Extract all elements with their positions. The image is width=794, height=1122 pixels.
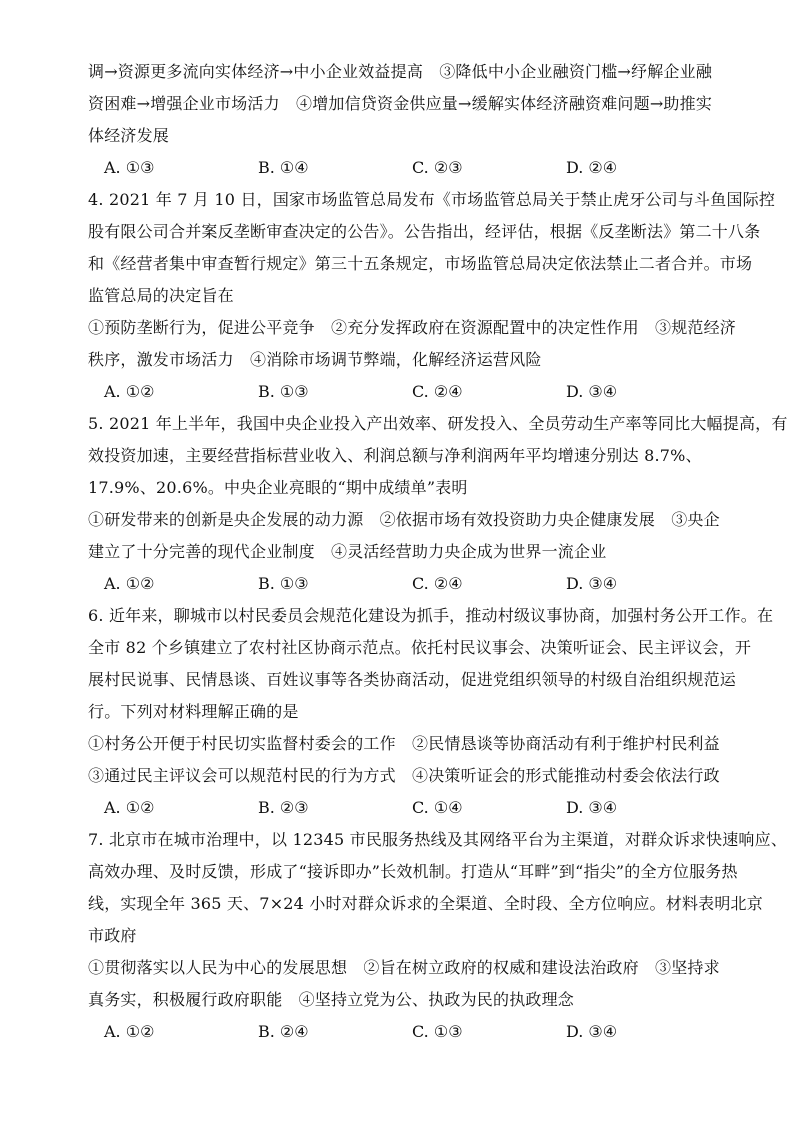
question-text-line: 和《经营者集中审查暂行规定》第三十五条规定，市场监管总局决定依法禁止二者合并。市场 xyxy=(88,254,753,273)
question-text-line: 市政府 xyxy=(88,926,137,945)
option-d: D. ③④ xyxy=(566,1022,618,1041)
option-a: A. ①② xyxy=(104,382,155,401)
option-b: B. ①④ xyxy=(258,158,309,177)
question-text-line: ①贯彻落实以人民为中心的发展思想 ②旨在树立政府的权威和建设法治政府 ③坚持求 xyxy=(88,958,720,977)
question-text-line: 资困难→增强企业市场活力 ④增加信贷资金供应量→缓解实体经济融资难问题→助推实 xyxy=(88,94,713,113)
question-text-line: 行。下列对材料理解正确的是 xyxy=(88,702,299,721)
option-b: B. ②④ xyxy=(258,1022,309,1041)
exam-page xyxy=(88,56,788,1048)
option-a: A. ①③ xyxy=(104,158,155,177)
question-text-line: 线，实现全年 365 天、7×24 小时对群众诉求的全渠道、全时段、全方位响应。材料表明北京 xyxy=(88,894,763,913)
option-d: D. ③④ xyxy=(566,574,618,593)
option-c: C. ①③ xyxy=(412,1022,463,1041)
question-text-line: 体经济发展 xyxy=(88,126,170,145)
question-text-line: 真务实，积极履行政府职能 ④坚持立党为公、执政为民的执政理念 xyxy=(88,990,575,1009)
question-text-line: 监管总局的决定旨在 xyxy=(88,286,234,305)
question-text-line: ①预防垄断行为，促进公平竞争 ②充分发挥政府在资源配置中的决定性作用 ③规范经济 xyxy=(88,318,737,337)
question-text-line: 股有限公司合并案反垄断审查决定的公告》。公告指出，经评估，根据《反垄断法》第二十八条 xyxy=(88,222,761,241)
option-a: A. ①② xyxy=(104,1022,155,1041)
question-6 xyxy=(88,600,774,824)
question-3-continued xyxy=(88,56,736,184)
answer-options xyxy=(88,792,736,824)
question-text-line: 秩序，激发市场活力 ④消除市场调节弊端，化解经济运营风险 xyxy=(88,350,542,369)
question-text-line: ①研发带来的创新是央企发展的动力源 ②依据市场有效投资助力央企健康发展 ③央企 xyxy=(88,510,720,529)
question-text-line: 调→资源更多流向实体经济→中小企业效益提高 ③降低中小企业融资门槛→纾解企业融 xyxy=(88,62,713,81)
question-text-line: ①村务公开便于村民切实监督村委会的工作 ②民情恳谈等协商活动有利于维护村民利益 xyxy=(88,734,720,753)
question-text-line: 效投资加速，主要经营指标营业收入、利润总额与净利润两年平均增速分别达 8.7%、 xyxy=(88,446,702,465)
question-text-line: 展村民说事、民情恳谈、百姓议事等各类协商活动，促进党组织领导的村级自治组织规范运 xyxy=(88,670,737,689)
question-text-line: 全市 82 个乡镇建立了农村社区协商示范点。依托村民议事会、决策听证会、民主评议会，开 xyxy=(88,638,752,657)
answer-options xyxy=(88,1016,736,1048)
question-text-line: 17.9%、20.6%。中央企业亮眼的“期中成绩单”表明 xyxy=(88,478,468,497)
answer-options xyxy=(88,376,736,408)
question-4 xyxy=(88,184,776,408)
option-c: C. ①④ xyxy=(412,798,463,817)
option-c: C. ②④ xyxy=(412,574,463,593)
option-c: C. ②④ xyxy=(412,382,463,401)
question-7 xyxy=(88,824,788,1048)
option-a: A. ①② xyxy=(104,574,155,593)
question-text-line: 6. 近年来，聊城市以村民委员会规范化建设为抓手，推动村级议事协商，加强村务公开工作。在 xyxy=(88,606,774,625)
option-b: B. ①③ xyxy=(258,382,309,401)
question-5 xyxy=(88,408,788,600)
question-text-line: 5. 2021 年上半年，我国中央企业投入产出效率、研发投入、全员劳动生产率等同比大幅提高，有 xyxy=(88,414,788,433)
question-text-line: 建立了十分完善的现代企业制度 ④灵活经营助力央企成为世界一流企业 xyxy=(88,542,607,561)
option-a: A. ①② xyxy=(104,798,155,817)
question-text-line: 4. 2021 年 7 月 10 日，国家市场监管总局发布《市场监管总局关于禁止虎牙公司与斗鱼国际控 xyxy=(88,190,776,209)
option-d: D. ③④ xyxy=(566,798,618,817)
question-text-line: 7. 北京市在城市治理中，以 12345 市民服务热线及其网络平台为主渠道，对群众诉求快速响应、 xyxy=(88,830,788,849)
answer-options xyxy=(88,152,736,184)
option-c: C. ②③ xyxy=(412,158,463,177)
answer-options xyxy=(88,568,736,600)
question-text-line: ③通过民主评议会可以规范村民的行为方式 ④决策听证会的形式能推动村委会依法行政 xyxy=(88,766,720,785)
option-b: B. ①③ xyxy=(258,574,309,593)
question-text-line: 高效办理、及时反馈，形成了“接诉即办”长效机制。打造从“耳畔”到“指尖”的全方位服务热 xyxy=(88,862,738,881)
option-d: D. ③④ xyxy=(566,382,618,401)
option-b: B. ②③ xyxy=(258,798,309,817)
option-d: D. ②④ xyxy=(566,158,618,177)
